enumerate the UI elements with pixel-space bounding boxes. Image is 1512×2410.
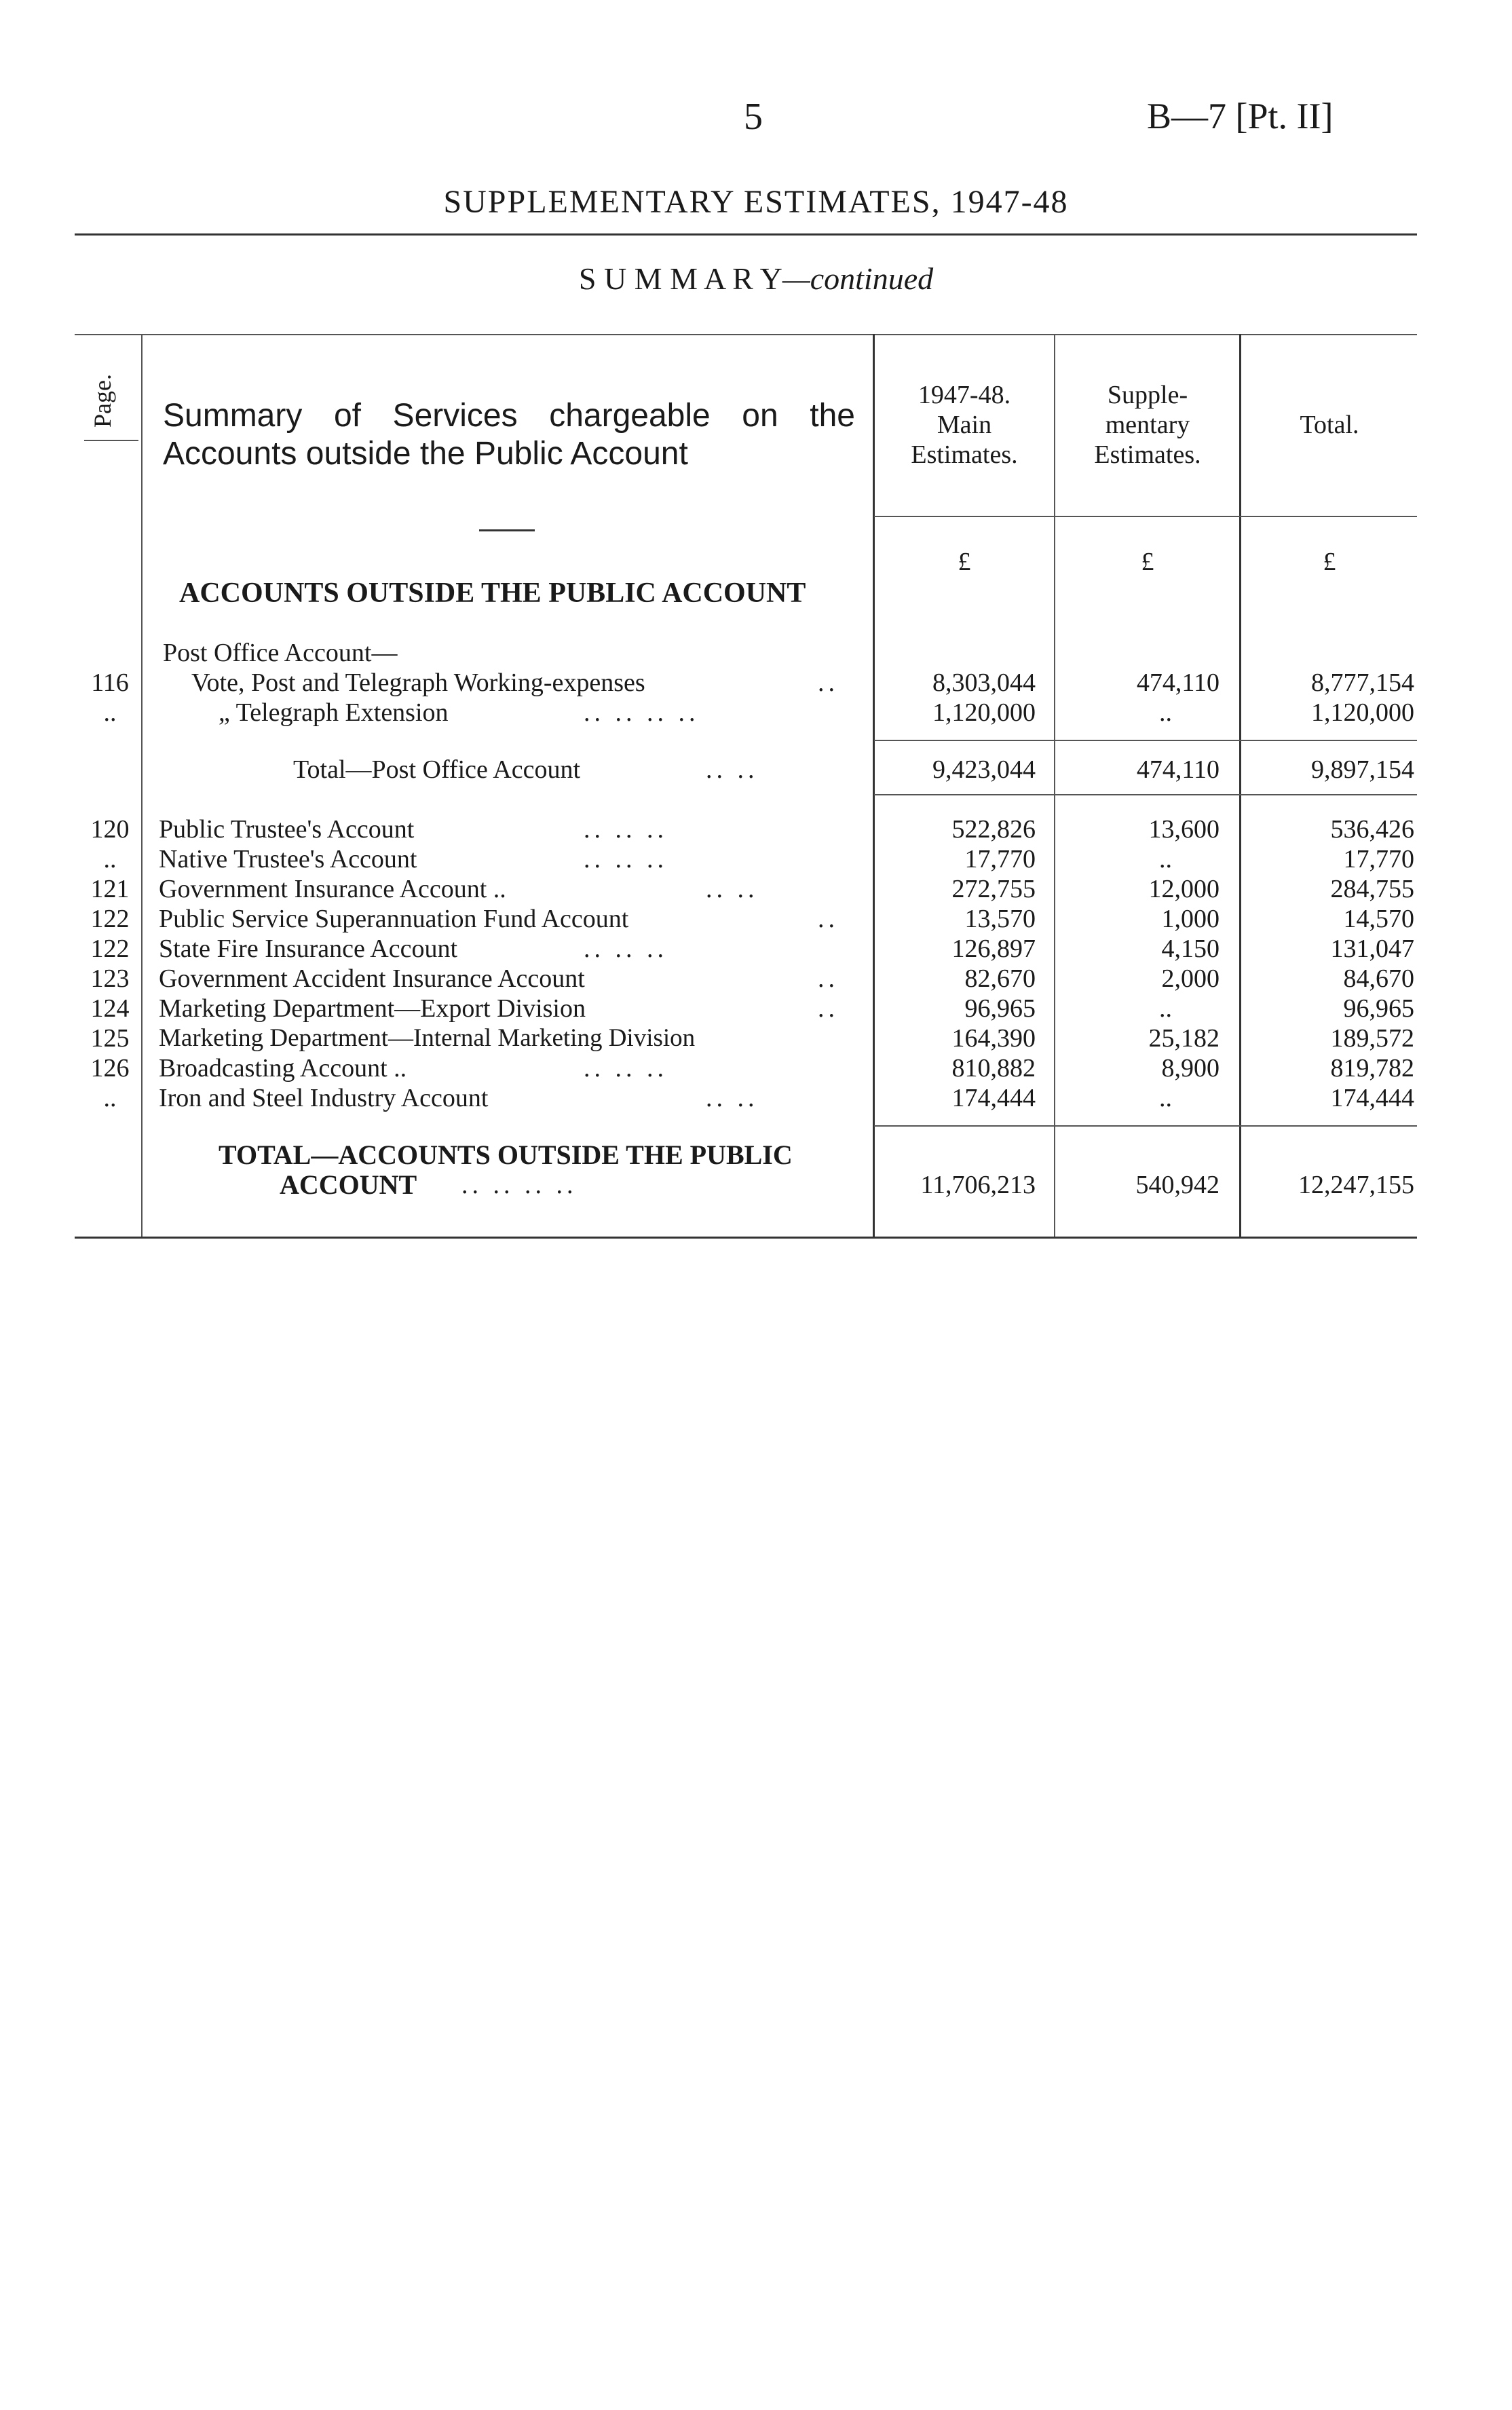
column-header-page: [81, 360, 136, 434]
row-supp: 474,110: [1136, 669, 1220, 697]
row-main: 96,965: [964, 994, 1036, 1023]
row-main: 13,570: [964, 905, 1036, 933]
amount-header-rule: [874, 516, 1417, 517]
row-page: ..: [103, 1084, 117, 1112]
row-page: 122: [90, 905, 130, 933]
row-label: Public Trustee's Account: [159, 815, 415, 844]
column-header-services: Summary of Services chargeable on the Accounts outside the Public Account: [163, 398, 855, 472]
page-title: SUPPLEMENTARY ESTIMATES, 1947-48: [443, 184, 1069, 220]
grand-total-leader-dots: .. .. .. ..: [461, 1171, 578, 1199]
row-leader-dots: ..: [818, 994, 839, 1023]
row-supp: ..: [1159, 698, 1172, 727]
row-label: Broadcasting Account ..: [159, 1054, 407, 1082]
section-heading: ACCOUNTS OUTSIDE THE PUBLIC ACCOUNT: [179, 578, 806, 609]
row-total: 819,782: [1330, 1054, 1414, 1082]
column-header-supp-line2: mentary: [1105, 411, 1190, 439]
row-label: State Fire Insurance Account: [159, 935, 458, 963]
row-label: Native Trustee's Account: [159, 845, 417, 873]
row-label: Iron and Steel Industry Account: [159, 1084, 489, 1112]
row-supp: 25,182: [1148, 1024, 1220, 1053]
column-header-supp-line1: Supple-: [1107, 381, 1188, 409]
subtotal-label: Total—Post Office Account: [293, 755, 581, 784]
row-supp: 12,000: [1148, 875, 1220, 903]
row-total: 14,570: [1343, 905, 1414, 933]
grand-total-total: 12,247,155: [1298, 1171, 1414, 1199]
row-leader-dots: .. .. .. ..: [584, 698, 700, 727]
row-label: „ Telegraph Extension: [219, 698, 449, 727]
row-label: Marketing Department—Export Division: [159, 994, 586, 1023]
row-total: 536,426: [1330, 815, 1414, 844]
row-page: 124: [90, 994, 130, 1023]
grand-total-label-line2: ACCOUNT: [280, 1169, 417, 1200]
page-header-rule: [84, 440, 138, 441]
row-main: 164,390: [951, 1024, 1036, 1053]
grand-total-label-line1: TOTAL—ACCOUNTS OUTSIDE THE PUBLIC: [219, 1140, 793, 1170]
row-supp: 2,000: [1161, 964, 1220, 993]
row-main: 17,770: [964, 845, 1036, 873]
row-total: 84,670: [1343, 964, 1414, 993]
title-rule: [75, 233, 1417, 236]
row-total: 8,777,154: [1311, 669, 1414, 697]
row-supp: ..: [1159, 1084, 1172, 1112]
column-header-main-line2: Main: [937, 411, 992, 439]
services-header-dash: [479, 529, 535, 531]
row-main: 82,670: [964, 964, 1036, 993]
row-page: ..: [103, 698, 117, 727]
row-supp: 8,900: [1161, 1054, 1220, 1082]
row-leader-dots: .. ..: [706, 875, 759, 903]
subtotal-bottom-rule: [874, 794, 1417, 795]
row-leader-dots: .. ..: [706, 1084, 759, 1112]
currency-supp: £: [1141, 548, 1154, 576]
row-page: 123: [90, 964, 130, 993]
row-main: 174,444: [951, 1084, 1036, 1112]
row-leader-dots: .. .. ..: [584, 815, 668, 844]
total-column-divider: [1239, 334, 1241, 1237]
row-label: Public Service Superannuation Fund Account: [159, 905, 629, 933]
post-office-heading: Post Office Account—: [163, 639, 398, 667]
row-total: 189,572: [1330, 1024, 1414, 1053]
row-main: 126,897: [951, 935, 1036, 963]
page-subtitle: [349, 261, 1163, 297]
row-main: 272,755: [951, 875, 1036, 903]
currency-main: £: [958, 548, 971, 576]
currency-total: £: [1323, 548, 1336, 576]
subtitle-main: S U M M A R Y: [578, 261, 782, 296]
row-leader-dots: .. .. ..: [584, 845, 668, 873]
row-total: 131,047: [1330, 935, 1414, 963]
subtotal-leader-dots: .. ..: [706, 755, 759, 784]
row-label: Government Accident Insurance Account: [159, 964, 585, 993]
row-page: ..: [103, 845, 117, 873]
row-main: 1,120,000: [932, 698, 1036, 727]
row-total: 17,770: [1343, 845, 1414, 873]
row-page: 121: [90, 875, 130, 903]
row-supp: 4,150: [1161, 935, 1220, 963]
row-total: 174,444: [1330, 1084, 1414, 1112]
column-header-main: [875, 380, 1053, 470]
row-total: 284,755: [1330, 875, 1414, 903]
row-page: 122: [90, 935, 130, 963]
row-total: 96,965: [1343, 994, 1414, 1023]
column-header-main-line1: 1947-48.: [918, 381, 1011, 409]
column-header-total: Total.: [1300, 411, 1359, 439]
main-column-divider: [873, 334, 875, 1237]
subtotal-top-rule: [874, 740, 1417, 741]
row-supp: 13,600: [1148, 815, 1220, 844]
page-number: 5: [744, 96, 763, 138]
row-label: Marketing Department—Internal Marketing Division: [159, 1024, 696, 1052]
subtitle-suffix: —continued: [782, 261, 934, 296]
grand-total-supp: 540,942: [1135, 1171, 1220, 1199]
row-page: 126: [90, 1054, 130, 1082]
row-total: 1,120,000: [1311, 698, 1414, 727]
row-leader-dots: .. .. ..: [584, 935, 668, 963]
row-page: 125: [90, 1024, 130, 1053]
subtotal-supp: 474,110: [1136, 755, 1220, 784]
row-supp: ..: [1159, 994, 1172, 1023]
row-leader-dots: ..: [818, 905, 839, 933]
row-leader-dots: .. .. ..: [584, 1054, 668, 1082]
row-main: 8,303,044: [932, 669, 1036, 697]
document-reference: B—7 [Pt. II]: [1147, 96, 1334, 136]
row-label: Vote, Post and Telegraph Working-expenses: [191, 669, 645, 697]
subtotal-main: 9,423,044: [932, 755, 1036, 784]
row-page: 120: [90, 815, 130, 844]
table-bottom-rule: [75, 1237, 1417, 1239]
table-top-rule: [75, 334, 1417, 335]
column-header-supp: [1057, 380, 1239, 470]
row-leader-dots: ..: [818, 964, 839, 993]
column-header-page-text: Page.: [89, 374, 116, 428]
grand-total-top-rule: [874, 1125, 1417, 1127]
row-label: Government Insurance Account ..: [159, 875, 506, 903]
grand-total-main: 11,706,213: [920, 1171, 1036, 1199]
row-main: 522,826: [951, 815, 1036, 844]
row-page: 116: [91, 669, 129, 697]
supp-column-divider: [1054, 334, 1055, 1237]
row-supp: ..: [1159, 845, 1172, 873]
row-main: 810,882: [951, 1054, 1036, 1082]
row-supp: 1,000: [1161, 905, 1220, 933]
row-leader-dots: ..: [818, 669, 839, 697]
subtotal-total: 9,897,154: [1311, 755, 1414, 784]
column-header-supp-line3: Estimates.: [1094, 440, 1201, 469]
column-header-main-line3: Estimates.: [911, 440, 1018, 469]
